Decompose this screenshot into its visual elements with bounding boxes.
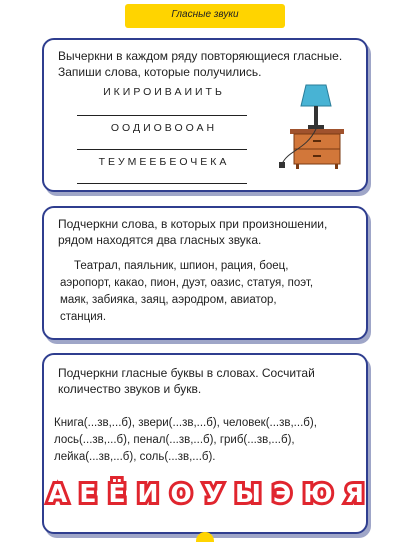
word-line-1: Театрал, паяльник, шпион, рация, боец, xyxy=(74,260,289,272)
example-line-1: Книга(...зв,...б), звери(...зв,...б), человек(...зв,...б), xyxy=(54,417,317,429)
vowel-letter: И xyxy=(137,479,159,508)
task2-words xyxy=(60,258,350,326)
example-line-2: лось(...зв,...б), пенал(...зв,...б), гриб(...зв,...б), xyxy=(54,434,295,446)
answer-line-3[interactable] xyxy=(77,183,247,184)
vowel-letters xyxy=(48,479,364,508)
vowel-letter: Ю xyxy=(303,479,333,508)
vowel-letter: Ё xyxy=(108,479,126,508)
task-card-1 xyxy=(42,38,368,192)
task3-instruction: Подчеркни гласные буквы в словах. Сосчитай количество звуков и букв. xyxy=(58,366,315,396)
vowel-letter: Э xyxy=(272,479,292,508)
vowel-letter: О xyxy=(170,479,192,508)
vowel-letter: У xyxy=(203,479,223,508)
word-line-4: станция. xyxy=(60,311,107,323)
example-line-3: лейка(...зв,...б), соль(...зв,...б). xyxy=(54,451,216,463)
task2-instruction: Подчеркни слова, в которых при произношении, рядом находятся два гласных звука. xyxy=(58,217,328,247)
answer-line-2[interactable] xyxy=(77,149,247,150)
task-card-2 xyxy=(42,206,368,340)
vowel-letter: А xyxy=(48,479,68,508)
task1-instruction: Вычеркни в каждом ряду повторяющиеся гласные. Запиши слова, которые получились. xyxy=(58,49,343,79)
letter-row-2: ООДИОВООАН xyxy=(110,122,218,134)
vowel-letter: Я xyxy=(344,479,364,508)
page-title: Гласные звуки xyxy=(171,9,239,20)
lamp-nightstand-illustration xyxy=(276,80,356,170)
task3-examples xyxy=(54,415,359,466)
vowel-letter: Ы xyxy=(235,479,261,508)
letter-row-1: ИКИРОИВАИИТЬ xyxy=(103,86,225,98)
letter-row-3: ТЕУМЕЕБЕОЧЕКА xyxy=(98,156,230,168)
word-line-2: аэропорт, какао, пион, дуэт, оазис, статуя, поэт, xyxy=(60,277,314,289)
vowel-letter: Е xyxy=(79,479,97,508)
word-line-3: маяк, забияка, заяц, аэродром, авиатор, xyxy=(60,294,277,306)
answer-line-1[interactable] xyxy=(77,115,247,116)
task-card-3 xyxy=(42,353,368,534)
